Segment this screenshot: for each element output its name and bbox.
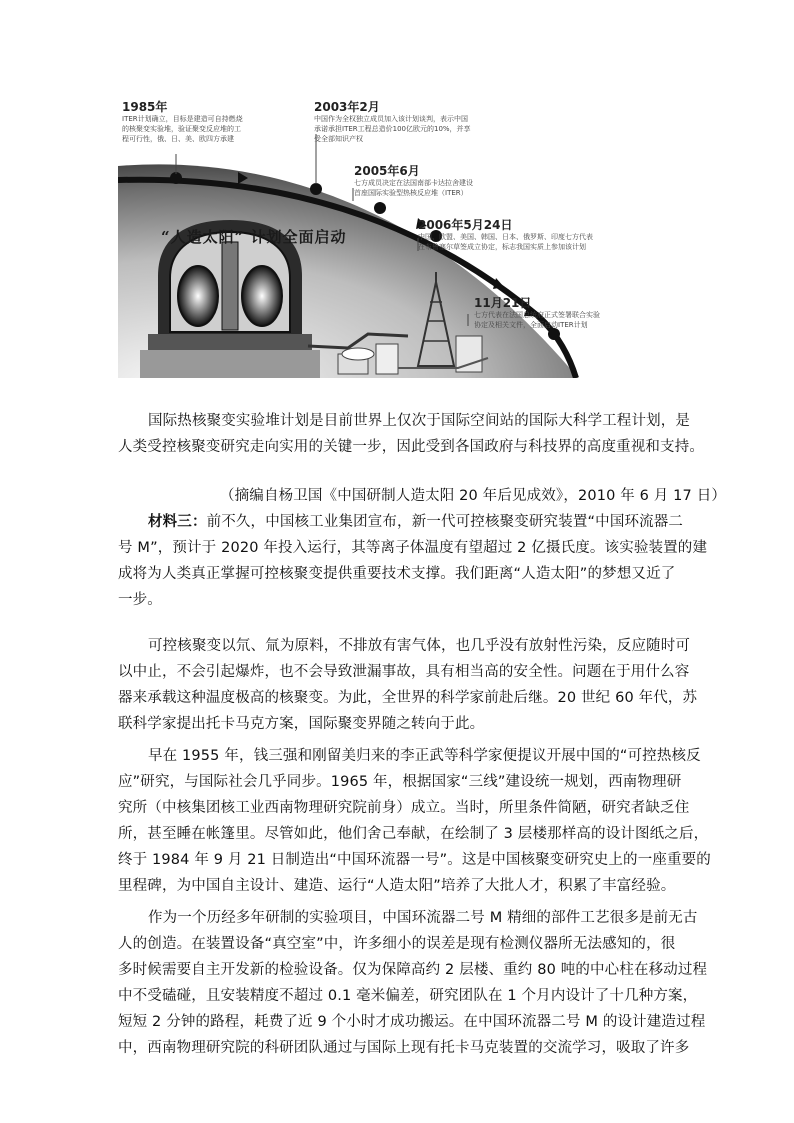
milestone-text-line: 承诺承担ITER工程总造价100亿欧元的10%，并享 [314,125,471,133]
milestone-text-line: 协定及相关文件，全面启动ITER计划 [474,321,588,329]
milestone-text-line: 中国、欧盟、美国、韩国、日本、俄罗斯、印度七方代表 [418,233,593,241]
paragraph-line: 短短 2 分钟的路程，耗费了近 9 个小时才成功搬运。在中国环流器二号 M 的设计建造过程 [118,1014,706,1030]
iter-timeline-figure [118,96,682,378]
milestone-date: 2005年6月 [354,164,420,178]
milestone-text-line: ITER计划确立，目标是建造可自持燃烧 [122,115,243,123]
milestone-text-line: 中国作为全权独立成员加入该计划谈判，表示中国 [314,115,468,123]
milestone-date: 2006年5月24日 [418,218,513,232]
milestone-text-line: 的核聚变实验堆，验证聚变反应堆的工 [122,125,241,133]
paragraph-line: 可控核聚变以氘、氚为原料，不排放有害气体，也几乎没有放射性污染，反应随时可 [148,638,691,654]
figure-title: “人造太阳” 计划全面启动 [161,228,347,246]
paragraph-line: 究所（中核集团核工业西南物理研究院前身）成立。当时，所里条件简陋，研究者缺乏住 [118,800,690,816]
milestone-text-line: 程可行性，俄、日、美、欧四方承建 [122,135,234,143]
source-citation: （摘编自杨卫国《中国研制人造太阳 20 年后见成效》，2010 年 6 月 17 日） [220,488,726,504]
milestone-2003 [314,100,564,144]
paragraph-line: 人的创造。在装置设备“真空室”中，许多细小的误差是现有检测仪器所无法感知的，很 [118,936,676,952]
material-line: 成将为人类真正掌握可控核聚变提供重要技术支撑。我们距离“人造太阳”的梦想又近了 [118,566,676,582]
milestone-text-line: 在布鲁塞尔草签成立协定，标志我国实质上参加该计划 [418,243,586,251]
milestone-date: 11月21日 [474,296,532,310]
milestone-1121 [474,296,674,330]
paragraph-line: 所，甚至睡在帐篷里。尽管如此，他们舍己奉献，在绘制了 3 层楼那样高的设计图纸之后， [118,826,709,842]
paragraph-line: 作为一个历经多年研制的实验项目，中国环流器二号 M 精细的部件工艺很多是前无古 [148,910,698,926]
milestone-1985 [122,100,302,144]
material-three-line [118,509,708,535]
milestone-text-line: 七方成员决定在法国南部卡达拉舍建设 [354,179,473,187]
paragraph-line: 应”研究，与国际社会几乎同步。1965 年，根据国家“三线”建设统一规划，西南物理研 [118,774,682,790]
material-line: 号 M”，预计于 2020 年投入运行，其等离子体温度有望超过 2 亿摄氏度。该实验装置的建 [118,540,708,556]
paragraph-line: 里程碑，为中国自主设计、建造、运行“人造太阳”培养了大批人才，积累了丰富经验。 [118,878,676,894]
milestone-text-line: 受全部知识产权 [314,135,363,143]
milestone-2006 [418,218,680,252]
caption-line: 国际热核聚变实验堆计划是目前世界上仅次于国际空间站的国际大科学工程计划，是 [148,413,691,429]
paragraph-line: 联科学家提出托卡马克方案，国际聚变界随之转向于此。 [118,716,485,732]
material-label: 材料三： [148,514,207,530]
paragraph-line: 中不受磕碰，且安装精度不超过 0.1 毫米偏差，研究团队在 1 个月内设计了十几种方案， [118,988,698,1004]
paragraph-line: 器来承载这种温度极高的核聚变。为此，全世界的科学家前赴后继。20 世纪 60 年代，苏 [118,690,698,706]
paragraph-line: 以中止，不会引起爆炸，也不会导致泄漏事故，具有相当高的安全性。问题在于用什么容 [118,664,690,680]
paragraph-line: 中，西南物理研究院的科研团队通过与国际上现有托卡马克装置的交流学习，吸取了许多 [118,1040,690,1056]
milestone-date: 1985年 [122,100,168,114]
milestone-date: 2003年2月 [314,100,380,114]
milestone-text-line: 首座国际实验型热核反应堆（ITER） [354,189,468,197]
material-text: 前不久，中国核工业集团宣布，新一代可控核聚变研究装置“中国环流器二 [206,514,684,530]
milestone-text-line: 七方代表在法国总统府正式签署联合实验 [474,311,600,319]
caption-line: 人类受控核聚变研究走向实用的关键一步，因此受到各国政府与科技界的高度重视和支持。 [118,439,704,455]
paragraph-line: 多时候需要自主开发新的检验设备。仅为保障高约 2 层楼、重约 80 吨的中心柱在移动过程 [118,962,708,978]
material-line: 一步。 [118,592,162,608]
paragraph-line: 早在 1955 年，钱三强和刚留美归来的李正武等科学家便提议开展中国的“可控热核反 [148,748,701,764]
paragraph-line: 终于 1984 年 9 月 21 日制造出“中国环流器一号”。这是中国核聚变研究史上的一座重要的 [118,852,711,868]
milestone-2005 [354,164,604,198]
